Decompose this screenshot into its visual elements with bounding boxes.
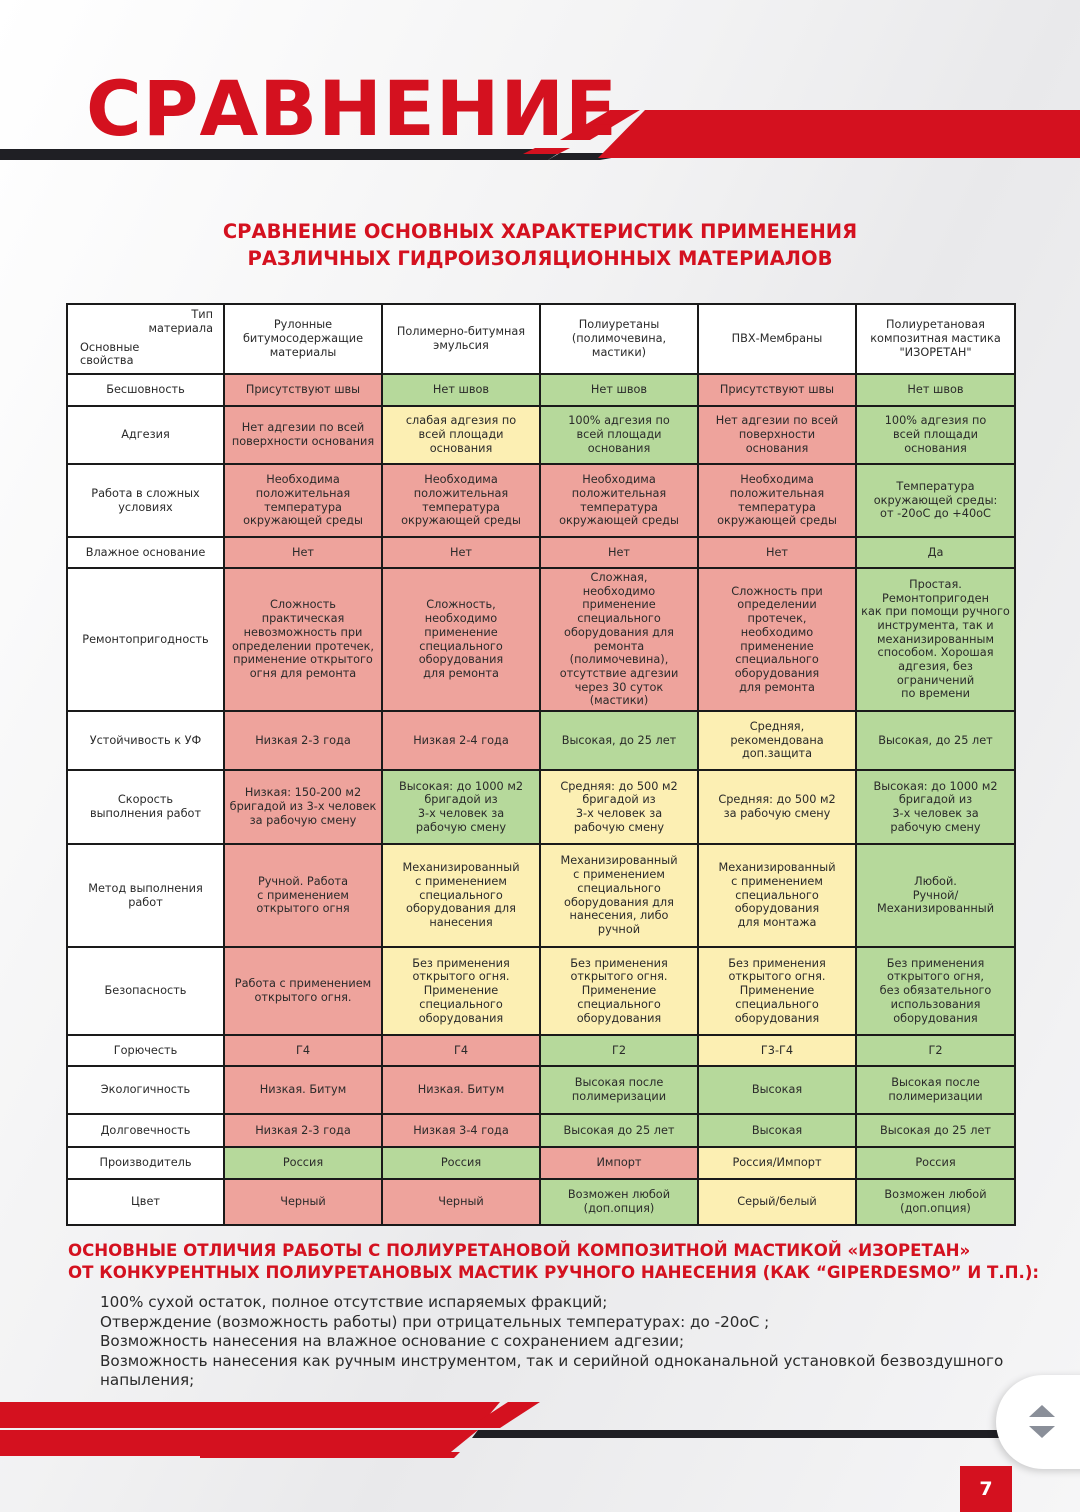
property-cell: Бесшовность — [67, 374, 224, 406]
value-cell: Возможен любой (доп.опция) — [540, 1179, 698, 1225]
value-cell: Средняя: до 500 м2 за рабочую смену — [698, 770, 856, 844]
list-item: Возможность нанесения как ручным инструментом, так и серийной одноканальной установкой безвоздушного напыления; — [100, 1351, 1004, 1390]
arrow-down-icon[interactable] — [1029, 1426, 1055, 1438]
table-row — [67, 1114, 1015, 1147]
table-row — [67, 947, 1015, 1035]
property-cell: Метод выполнения работ — [67, 844, 224, 947]
property-cell: Цвет — [67, 1179, 224, 1225]
value-cell: Россия — [856, 1147, 1015, 1179]
corner-type-label: Тип материала — [148, 308, 213, 335]
table-row — [67, 711, 1015, 770]
value-cell: Необходима положительная температура окружающей среды — [382, 464, 540, 537]
differences-heading — [68, 1240, 1039, 1284]
table-row — [67, 406, 1015, 464]
value-cell: Г2 — [856, 1035, 1015, 1066]
corner-property-label: Основные свойства — [80, 340, 140, 368]
table-heading-line1: СРАВНЕНИЕ ОСНОВНЫХ ХАРАКТЕРИСТИК ПРИМЕНЕНИЯ — [222, 220, 858, 243]
value-cell: Нет адгезии по всей поверхности основания — [224, 406, 382, 464]
value-cell: Средняя, рекомендована доп.защита — [698, 711, 856, 770]
value-cell: Да — [856, 537, 1015, 568]
table-corner-cell — [67, 304, 224, 374]
value-cell: Россия/Импорт — [698, 1147, 856, 1179]
value-cell: Температура окружающей среды: от -20оС до +40оС — [856, 464, 1015, 537]
value-cell: Черный — [224, 1179, 382, 1225]
value-cell: Присутствуют швы — [224, 374, 382, 406]
column-header: Полимерно-битумная эмульсия — [382, 304, 540, 374]
list-item: 100% сухой остаток, полное отсутствие испаряемых фракций; — [100, 1293, 608, 1311]
value-cell: Низкая 2-3 года — [224, 1114, 382, 1147]
value-cell: Без применения открытого огня, без обязательного использования оборудования — [856, 947, 1015, 1035]
value-cell: Необходима положительная температура окружающей среды — [540, 464, 698, 537]
value-cell: слабая адгезия по всей площади основания — [382, 406, 540, 464]
property-cell: Экологичность — [67, 1066, 224, 1114]
property-cell: Скорость выполнения работ — [67, 770, 224, 844]
value-cell: Нет швов — [540, 374, 698, 406]
property-cell: Влажное основание — [67, 537, 224, 568]
value-cell: Низкая 2-3 года — [224, 711, 382, 770]
value-cell: Россия — [382, 1147, 540, 1179]
value-cell: Сложность практическая невозможность при определении протечек, применение открытого огня для ремонта — [224, 568, 382, 711]
table-row — [67, 1035, 1015, 1066]
column-header: Рулонные битумосодержащие материалы — [224, 304, 382, 374]
value-cell: Нет швов — [382, 374, 540, 406]
table-row — [67, 770, 1015, 844]
list-item: Возможность нанесения на влажное основание с сохранением адгезии; — [100, 1332, 685, 1351]
page-navigation-widget[interactable] — [996, 1375, 1080, 1469]
value-cell: Нет — [698, 537, 856, 568]
value-cell: Механизированный с применением специального оборудования для монтажа — [698, 844, 856, 947]
list-item: Отверждение (возможность работы) при отрицательных температурах: до -20оС ; — [100, 1312, 770, 1331]
value-cell: Высокая после полимеризации — [540, 1066, 698, 1114]
value-cell: Низкая 2-4 года — [382, 711, 540, 770]
value-cell: Необходима положительная температура окружающей среды — [698, 464, 856, 537]
value-cell: Высокая: до 1000 м2 бригадой из 3-х человек за рабочую смену — [382, 770, 540, 844]
value-cell: Высокая — [698, 1066, 856, 1114]
table-heading-line2: РАЗЛИЧНЫХ ГИДРОИЗОЛЯЦИОННЫХ МАТЕРИАЛОВ — [247, 247, 833, 270]
value-cell: Присутствуют швы — [698, 374, 856, 406]
value-cell: Без применения открытого огня. Применение специального оборудования — [382, 947, 540, 1035]
table-header-row — [67, 304, 1015, 374]
value-cell: Без применения открытого огня. Применение специального оборудования — [540, 947, 698, 1035]
value-cell: Сложная, необходимо применение специального оборудования для ремонта (полимочевина), отсутствие адгезии через 30 суток (мастики) — [540, 568, 698, 711]
value-cell: Механизированный с применением специального оборудования для нанесения, либо ручной — [540, 844, 698, 947]
footer-decor-stripes — [0, 1400, 1080, 1460]
value-cell: Механизированный с применением специального оборудования для нанесения — [382, 844, 540, 947]
value-cell: Г4 — [224, 1035, 382, 1066]
value-cell: Черный — [382, 1179, 540, 1225]
value-cell: Средняя: до 500 м2 бригадой из 3-х человек за рабочую смену — [540, 770, 698, 844]
value-cell: Импорт — [540, 1147, 698, 1179]
table-row — [67, 568, 1015, 711]
value-cell: Низкая 3-4 года — [382, 1114, 540, 1147]
value-cell: Высокая — [698, 1114, 856, 1147]
page-title: СРАВНЕНИЕ — [86, 64, 618, 153]
value-cell: Сложность при определении протечек, необходимо применение специального оборудования для ремонта — [698, 568, 856, 711]
value-cell: Возможен любой (доп.опция) — [856, 1179, 1015, 1225]
value-cell: 100% адгезия по всей площади основания — [540, 406, 698, 464]
property-cell: Производитель — [67, 1147, 224, 1179]
table-row — [67, 537, 1015, 568]
value-cell: Нет — [540, 537, 698, 568]
value-cell: Высокая до 25 лет — [540, 1114, 698, 1147]
value-cell: Высокая: до 1000 м2 бригадой из 3-х человек за рабочую смену — [856, 770, 1015, 844]
comparison-table — [66, 303, 1016, 1226]
table-row — [67, 374, 1015, 406]
value-cell: Низкая. Битум — [382, 1066, 540, 1114]
differences-heading-line2: ОТ КОНКУРЕНТНЫХ ПОЛИУРЕТАНОВЫХ МАСТИК РУЧНОГО НАНЕСЕНИЯ (КАК “GIPERDESMO” И Т.П.): — [68, 1263, 1040, 1282]
value-cell: Любой. Ручной/ Механизированный — [856, 844, 1015, 947]
value-cell: Нет — [224, 537, 382, 568]
property-cell: Безопасность — [67, 947, 224, 1035]
table-row — [67, 1147, 1015, 1179]
column-header: Полиуретаны (полимочевина, мастики) — [540, 304, 698, 374]
value-cell: Г4 — [382, 1035, 540, 1066]
value-cell: Серый/белый — [698, 1179, 856, 1225]
value-cell: Г3-Г4 — [698, 1035, 856, 1066]
property-cell: Адгезия — [67, 406, 224, 464]
value-cell: Россия — [224, 1147, 382, 1179]
value-cell: Простая. Ремонтопригоден как при помощи ручного инструмента, так и механизированным способом. Хорошая адгезия, без ограничений по времени — [856, 568, 1015, 711]
property-cell: Устойчивость к УФ — [67, 711, 224, 770]
property-cell: Горючесть — [67, 1035, 224, 1066]
table-heading — [0, 218, 1080, 272]
value-cell: Работа с применением открытого огня. — [224, 947, 382, 1035]
table-row — [67, 1066, 1015, 1114]
value-cell: 100% адгезия по всей площади основания — [856, 406, 1015, 464]
value-cell: Высокая после полимеризации — [856, 1066, 1015, 1114]
table-row — [67, 464, 1015, 537]
value-cell: Сложность, необходимо применение специального оборудования для ремонта — [382, 568, 540, 711]
value-cell: Высокая до 25 лет — [856, 1114, 1015, 1147]
value-cell: Нет швов — [856, 374, 1015, 406]
page-number: 7 — [960, 1466, 1012, 1512]
value-cell: Ручной. Работа с применением открытого огня — [224, 844, 382, 947]
value-cell: Низкая. Битум — [224, 1066, 382, 1114]
table-body — [67, 374, 1015, 1225]
table-row — [67, 844, 1015, 947]
value-cell: Высокая, до 25 лет — [540, 711, 698, 770]
value-cell: Г2 — [540, 1035, 698, 1066]
table-row — [67, 1179, 1015, 1225]
value-cell: Нет — [382, 537, 540, 568]
column-header: ПВХ-Мембраны — [698, 304, 856, 374]
value-cell: Нет адгезии по всей поверхности основания — [698, 406, 856, 464]
differences-heading-line1: ОСНОВНЫЕ ОТЛИЧИЯ РАБОТЫ С ПОЛИУРЕТАНОВОЙ КОМПОЗИТНОЙ МАСТИКОЙ «ИЗОРЕТАН» — [68, 1241, 971, 1260]
property-cell: Ремонтопригодность — [67, 568, 224, 711]
value-cell: Без применения открытого огня. Применение специального оборудования — [698, 947, 856, 1035]
value-cell: Низкая: 150-200 м2 бригадой из 3-х человек за рабочую смену — [224, 770, 382, 844]
property-cell: Долговечность — [67, 1114, 224, 1147]
property-cell: Работа в сложных условиях — [67, 464, 224, 537]
differences-list — [100, 1293, 1030, 1391]
column-header: Полиуретановая композитная мастика "ИЗОРЕТАН" — [856, 304, 1015, 374]
value-cell: Высокая, до 25 лет — [856, 711, 1015, 770]
arrow-up-icon[interactable] — [1029, 1405, 1055, 1417]
value-cell: Необходима положительная температура окружающей среды — [224, 464, 382, 537]
